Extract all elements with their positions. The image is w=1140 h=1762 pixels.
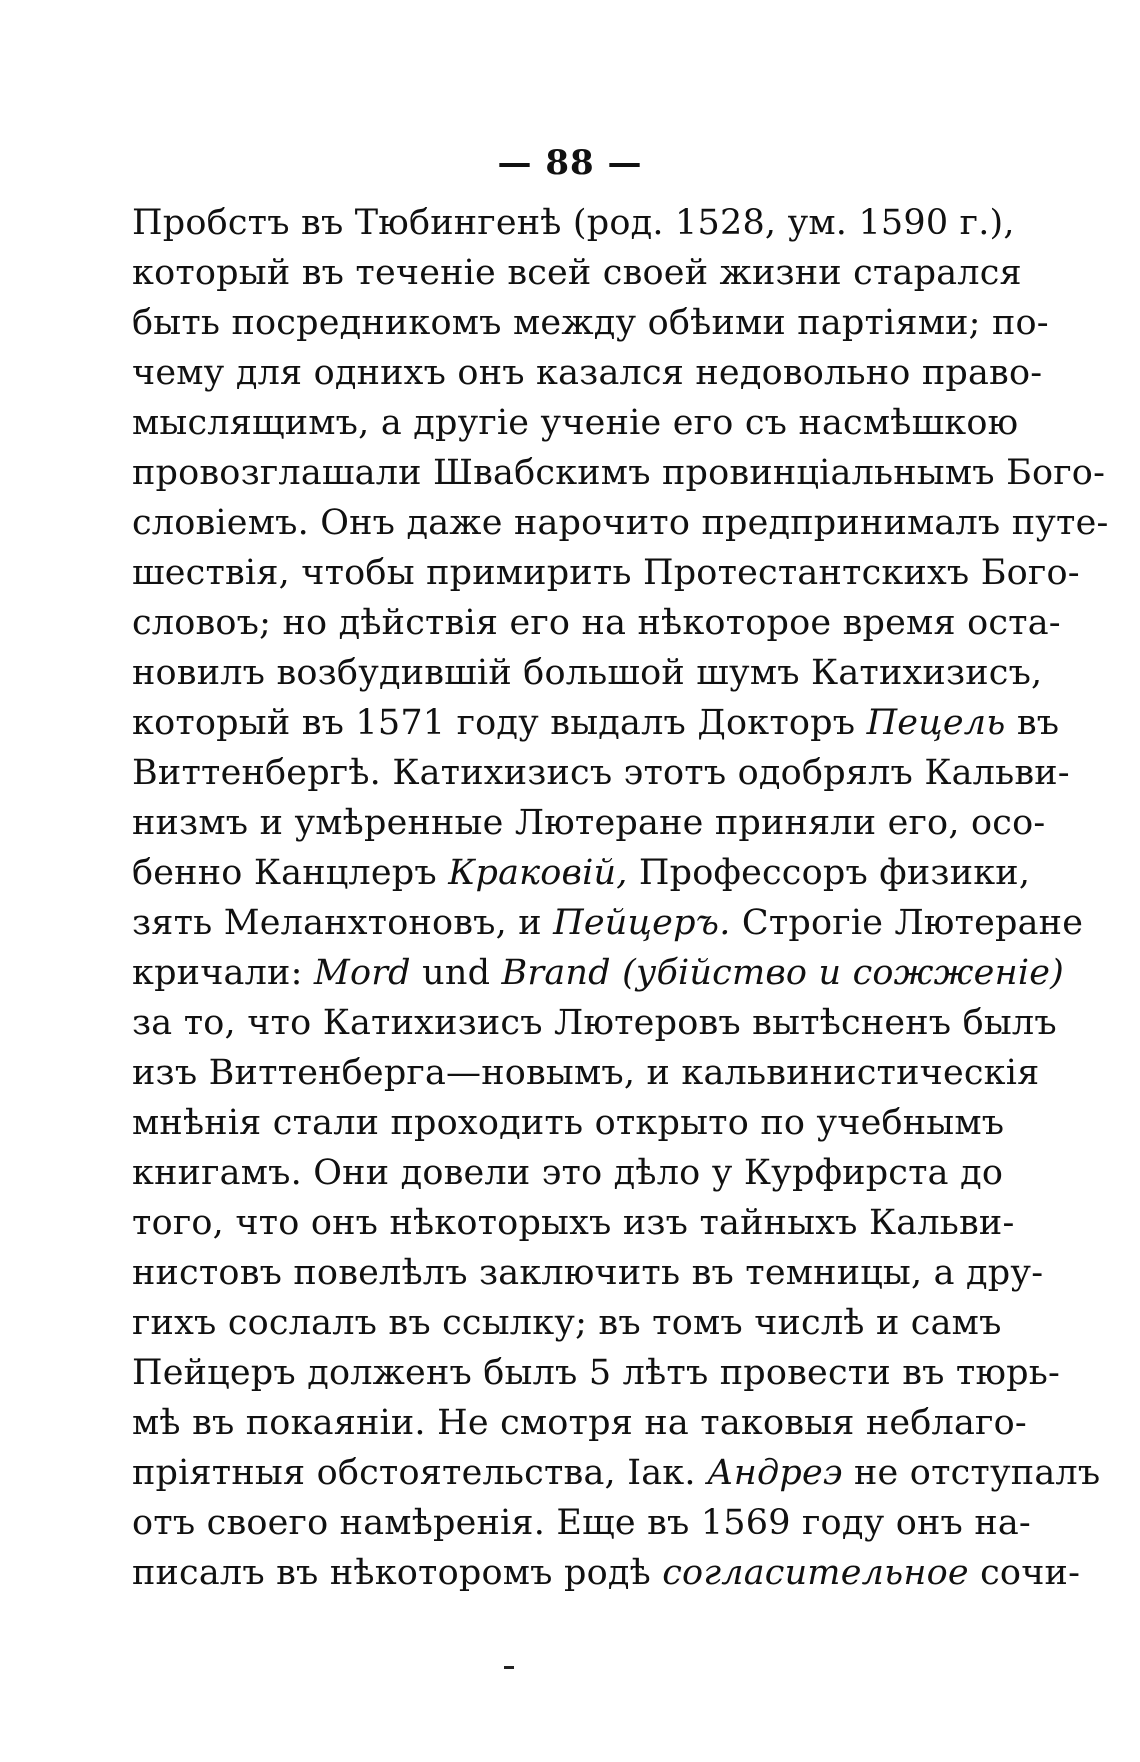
word: ум. — [787, 203, 848, 243]
word: низмъ — [132, 803, 249, 843]
word: писалъ — [132, 1553, 265, 1593]
word: въ — [276, 1553, 319, 1593]
word: былъ — [483, 1353, 578, 1393]
word: дѣло — [613, 1153, 701, 1193]
word: это — [541, 1153, 603, 1193]
word: его — [509, 603, 571, 643]
word: Кальви- — [868, 1203, 1015, 1243]
word: зять — [132, 903, 213, 943]
word: въ — [301, 203, 344, 243]
word: и — [646, 1053, 671, 1093]
text-line — [132, 948, 1064, 998]
text-line — [132, 348, 1043, 398]
word: (род. — [572, 203, 664, 243]
text-line — [132, 648, 1043, 698]
word: Курфирста — [743, 1153, 949, 1193]
word: долженъ — [307, 1353, 472, 1393]
word: намѣренія. — [339, 1503, 546, 1543]
word: приняли — [714, 803, 877, 843]
word: повелѣлъ — [293, 1253, 468, 1293]
word: на — [581, 603, 627, 643]
word: отъ — [132, 1503, 196, 1543]
word: провозглашали — [132, 453, 422, 493]
word: Канцлеръ — [253, 853, 437, 893]
word: изъ — [622, 1203, 689, 1243]
word: въ — [691, 1253, 734, 1293]
text-line — [132, 298, 1049, 348]
word: таковыя — [700, 1403, 855, 1443]
word: томъ — [652, 1303, 743, 1343]
word: который — [132, 703, 291, 743]
word: Тюбингенѣ — [354, 203, 562, 243]
word: г.), — [959, 203, 1015, 243]
word: und — [422, 953, 491, 993]
word: году — [456, 703, 539, 743]
word: сожженіе) — [852, 953, 1064, 993]
word: мнѣнія — [132, 1103, 262, 1143]
text-line — [132, 748, 1070, 798]
word: Лютеровъ — [554, 1003, 741, 1043]
word: мѣ — [132, 1403, 181, 1443]
word: Пецель — [866, 703, 1006, 743]
word: онъ — [310, 1203, 379, 1243]
word: нарочито — [513, 503, 691, 543]
word: проходить — [390, 1103, 584, 1143]
word: вытѣсненъ — [752, 1003, 952, 1043]
word: неблаго- — [865, 1403, 1027, 1443]
word: шествія, — [132, 553, 290, 593]
word: по- — [991, 303, 1049, 343]
text-line — [132, 1098, 1005, 1148]
word: (убійство — [622, 953, 808, 993]
word: сочи- — [980, 1553, 1081, 1593]
word: Brand — [501, 953, 611, 993]
text-line — [132, 798, 1046, 848]
word: 1571 — [355, 703, 446, 743]
word: провинціальнымъ — [662, 453, 995, 493]
text-line — [132, 598, 1061, 648]
word: оста- — [967, 603, 1061, 643]
word: въ — [301, 253, 345, 293]
word: въ — [388, 1303, 431, 1343]
word: учебнымъ — [816, 1103, 1005, 1143]
word: за — [132, 1003, 173, 1043]
word: довели — [400, 1153, 531, 1193]
word: былъ — [962, 1003, 1057, 1043]
word: Еще — [556, 1503, 636, 1543]
word: даже — [406, 503, 503, 543]
text-line — [132, 498, 1109, 548]
word: Пейцеръ. — [553, 903, 731, 943]
word: не — [854, 1453, 899, 1493]
word: предпринималъ — [701, 503, 1001, 543]
text-line — [132, 1398, 1027, 1448]
word: чему — [132, 353, 225, 393]
word: физики, — [879, 853, 1031, 893]
word: заключить — [479, 1253, 681, 1293]
word: провести — [719, 1353, 891, 1393]
word: онъ — [457, 353, 525, 393]
word: теченіе — [355, 253, 496, 293]
word: большой — [523, 653, 685, 693]
word: право- — [921, 353, 1043, 393]
word: недовольно — [695, 353, 911, 393]
text-line — [132, 898, 1084, 948]
word: словоъ; — [132, 603, 272, 643]
word: одобрялъ — [737, 753, 913, 793]
word: возбудившій — [276, 653, 512, 693]
word: обстоятельства, — [316, 1453, 616, 1493]
word: 1569 — [700, 1503, 791, 1543]
text-line — [132, 398, 1019, 448]
text-line — [132, 1148, 1004, 1198]
word: согласительное — [662, 1553, 969, 1593]
word: изъ — [132, 1053, 198, 1093]
word: насмѣшкою — [798, 403, 1019, 443]
text-line — [132, 998, 1057, 1048]
word: осо- — [971, 803, 1046, 843]
word: путе- — [1011, 503, 1109, 543]
word: по — [760, 1103, 806, 1143]
text-line — [132, 1048, 1040, 1098]
word: казался — [536, 353, 685, 393]
word: у — [711, 1153, 733, 1193]
word: этотъ — [623, 753, 727, 793]
word: бенно — [132, 853, 243, 893]
word: выдалъ — [550, 703, 686, 743]
word: Онъ — [320, 503, 396, 543]
word: Швабскимъ — [433, 453, 651, 493]
word: нѣкоторомъ — [329, 1553, 553, 1593]
word: шумъ — [696, 653, 800, 693]
word: посредникомъ — [231, 303, 502, 343]
word: Лютеране — [894, 903, 1084, 943]
word: время — [842, 603, 956, 643]
word: а — [380, 403, 402, 443]
text-line — [132, 1298, 1002, 1348]
word: кальвинистическія — [681, 1053, 1040, 1093]
word: своей — [602, 253, 709, 293]
word: до — [960, 1153, 1004, 1193]
word: обѣими — [647, 303, 786, 343]
word: съ — [744, 403, 788, 443]
word: своего — [206, 1503, 329, 1543]
word: родѣ — [563, 1553, 651, 1593]
word: Катихизисъ, — [811, 653, 1043, 693]
word: Катихизисъ — [322, 1003, 543, 1043]
word: его — [672, 403, 734, 443]
word: ученіе — [540, 403, 662, 443]
word: того, — [132, 1203, 224, 1243]
word: на- — [974, 1503, 1031, 1543]
word: гихъ — [132, 1303, 217, 1343]
word: что — [247, 1003, 312, 1043]
word: и — [518, 903, 542, 943]
word: Не — [437, 1403, 489, 1443]
word: Іак. — [627, 1453, 696, 1493]
word: покаяніи. — [245, 1403, 426, 1443]
text-line — [132, 548, 1080, 598]
word: въ — [598, 1303, 641, 1343]
word: лѣтъ — [622, 1353, 709, 1393]
word: однихъ — [313, 353, 447, 393]
word: другіе — [413, 403, 530, 443]
word: нѣкоторыхъ — [389, 1203, 612, 1243]
word: самъ — [910, 1303, 1002, 1343]
word: въ — [1016, 703, 1060, 743]
word: дру- — [966, 1253, 1044, 1293]
word: пріятныя — [132, 1453, 306, 1493]
word: Виттенбергѣ. — [132, 753, 381, 793]
word: кричали: — [132, 953, 303, 993]
word: на — [644, 1403, 689, 1443]
word: его, — [887, 803, 960, 843]
text-line — [132, 1198, 1015, 1248]
word: книгамъ. — [132, 1153, 302, 1193]
page-number: — 88 — — [497, 143, 643, 183]
text-line — [132, 248, 1022, 298]
word: въ — [301, 703, 345, 743]
word: чтобы — [301, 553, 415, 593]
word: ссылку; — [442, 1303, 588, 1343]
word: Лютеране — [514, 803, 704, 843]
word: Протестантскихъ — [642, 553, 970, 593]
text-line — [132, 1498, 1031, 1548]
word: тюрь- — [955, 1353, 1061, 1393]
text-line — [132, 1248, 1044, 1298]
word: Пейцеръ — [132, 1353, 296, 1393]
word: числѣ — [754, 1303, 865, 1343]
word: Кальви- — [924, 753, 1070, 793]
word: сослалъ — [227, 1303, 378, 1343]
word: быть — [132, 303, 221, 343]
text-line — [132, 1448, 1101, 1498]
text-line — [132, 198, 1015, 248]
word: Профессоръ — [638, 853, 868, 893]
word: Mord — [313, 953, 411, 993]
word: и — [875, 1303, 900, 1343]
word: новилъ — [132, 653, 266, 693]
word: Бого- — [1006, 453, 1106, 493]
text-line — [132, 698, 1060, 748]
word: Они — [313, 1153, 390, 1193]
word: темницы, — [745, 1253, 923, 1293]
word: но — [282, 603, 328, 643]
word: жизни — [719, 253, 842, 293]
word: Краковій, — [448, 853, 628, 893]
word: и — [259, 803, 284, 843]
word: нистовъ — [132, 1253, 283, 1293]
word: мыслящимъ, — [132, 403, 370, 443]
text-line — [132, 448, 1106, 498]
word: всей — [507, 253, 592, 293]
word: тайныхъ — [699, 1203, 858, 1243]
word: въ — [902, 1353, 945, 1393]
word: а — [933, 1253, 955, 1293]
word: Строгіе — [741, 903, 884, 943]
word: словіемъ. — [132, 503, 309, 543]
word: 1590 — [858, 203, 949, 243]
word: между — [512, 303, 637, 343]
word: смотря — [500, 1403, 634, 1443]
word: году — [802, 1503, 885, 1543]
text-line — [132, 1348, 1061, 1398]
word: то, — [183, 1003, 236, 1043]
body-text — [132, 198, 1109, 1598]
word: старался — [853, 253, 1022, 293]
word: въ — [647, 1503, 690, 1543]
word: Докторъ — [697, 703, 856, 743]
word: открыто — [594, 1103, 749, 1143]
word: дѣйствія — [338, 603, 499, 643]
word: Бого- — [980, 553, 1080, 593]
word: Виттенберга—новымъ, — [208, 1053, 636, 1093]
word: для — [235, 353, 303, 393]
word: умѣренные — [294, 803, 504, 843]
ink-mark — [504, 1666, 514, 1669]
word: Андреэ — [707, 1453, 843, 1493]
word: Катихизисъ — [392, 753, 613, 793]
word: нѣкоторое — [637, 603, 832, 643]
word: Пробстъ — [132, 203, 290, 243]
word: отступалъ — [909, 1453, 1101, 1493]
text-line — [132, 848, 1031, 898]
word: Меланхтоновъ, — [223, 903, 507, 943]
text-line — [132, 1548, 1081, 1598]
word: 1528, — [675, 203, 777, 243]
word: примирить — [426, 553, 632, 593]
word: партіями; — [797, 303, 981, 343]
word: онъ — [895, 1503, 963, 1543]
word: стали — [272, 1103, 380, 1143]
word: и — [818, 953, 842, 993]
word: 5 — [588, 1353, 612, 1393]
word: который — [132, 253, 291, 293]
word: что — [235, 1203, 300, 1243]
word: въ — [192, 1403, 235, 1443]
